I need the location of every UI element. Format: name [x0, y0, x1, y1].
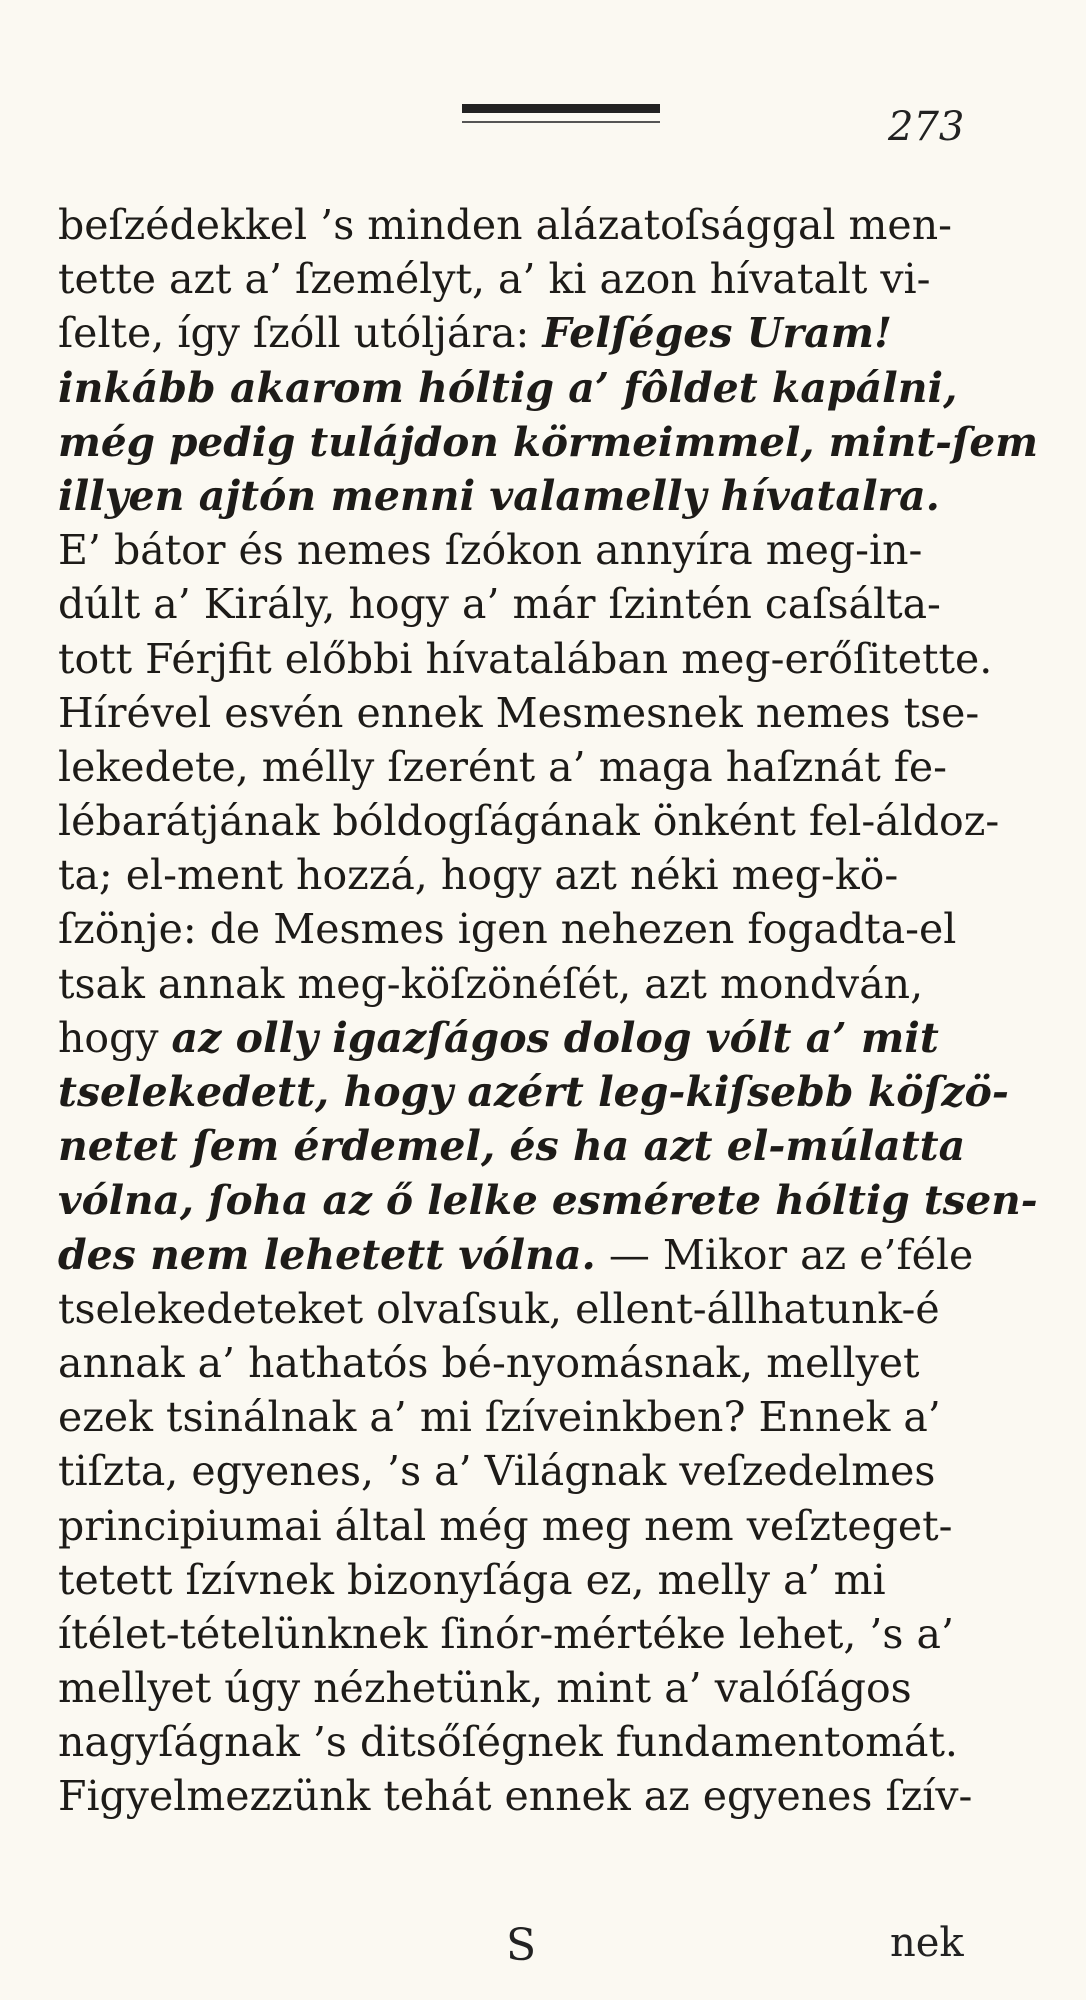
text-line — [58, 1553, 1038, 1607]
italic-text-span: inkább akarom hóltig a’ fôldet kapálni, — [58, 363, 958, 412]
text-line — [58, 252, 1038, 306]
text-line — [58, 1011, 1038, 1065]
text-span: E’ bátor és nemes ſzókon annyíra meg-in- — [58, 526, 923, 575]
text-line — [58, 1390, 1038, 1444]
text-line — [58, 632, 1038, 686]
text-line — [58, 1173, 1038, 1227]
text-line — [58, 740, 1038, 794]
text-line — [58, 1769, 1038, 1823]
text-line — [58, 1228, 1038, 1282]
italic-text-span: des nem lehetett vólna. — [58, 1230, 596, 1279]
text-span: tetett ſzívnek bizonyſága ez, melly a’ mi — [58, 1555, 886, 1604]
text-line — [58, 1499, 1038, 1553]
text-span: ta; el-ment hozzá, hogy azt néki meg-kö- — [58, 851, 899, 900]
text-line — [58, 415, 1038, 469]
text-span: mellyet úgy nézhetünk, mint a’ valóſágos — [58, 1664, 912, 1713]
text-span: lébarátjának bóldogſágának önként fel-áldoz- — [58, 797, 1000, 846]
text-line — [58, 1119, 1038, 1173]
text-span: ſelte, így ſzóll utóljára: — [58, 309, 543, 358]
italic-text-span: vólna, ſoha az ő lelke esmérete hóltig tsen- — [58, 1176, 1038, 1225]
text-line — [58, 577, 1038, 631]
text-line — [58, 1607, 1038, 1661]
text-span: ſzönje: de Mesmes igen nehezen fogadta-el — [58, 905, 957, 954]
text-span: dúlt a’ Király, hogy a’ már ſzintén caſsálta- — [58, 580, 941, 629]
text-line — [58, 902, 1038, 956]
text-span: Figyelmezzünk tehát ennek az egyenes ſzív- — [58, 1772, 973, 1821]
text-line — [58, 1444, 1038, 1498]
italic-text-span: tselekedett, hogy azért leg-kiſsebb köſzö- — [58, 1068, 1009, 1116]
text-span: nagyſágnak ’s ditsőſégnek fundamentomát. — [58, 1718, 958, 1767]
italic-text-span: Felſéges Uram! — [542, 309, 893, 358]
page-number: 273 — [888, 104, 965, 150]
text-span: tott Férjfit előbbi hívatalában meg-erőſitette. — [58, 634, 993, 683]
text-line — [58, 523, 1038, 577]
text-span: tsak annak meg-köſzönéſét, azt mondván, — [58, 959, 924, 1008]
text-span: annak a’ hathatós bé-nyomásnak, mellyet — [58, 1338, 920, 1387]
text-span: tette azt a’ ſzemélyt, a’ ki azon hívatalt vi- — [58, 255, 931, 304]
text-line — [58, 848, 1038, 902]
text-span: hogy — [58, 1013, 172, 1062]
italic-text-span: illyen ajtón menni valamelly hívatalra. — [58, 471, 940, 520]
text-span: ezek tsinálnak a’ mi ſzíveinkben? Ennek a’ — [58, 1393, 941, 1442]
text-line — [58, 1065, 1038, 1119]
text-line — [58, 198, 1038, 252]
header-thin-rule — [462, 121, 660, 123]
italic-text-span: még pedig tulájdon körmeimmel, mint-ſem — [58, 417, 1039, 466]
text-line — [58, 361, 1038, 415]
text-span: Hírével esvén ennek Mesmesnek nemes tse- — [58, 688, 980, 737]
body-text — [58, 198, 1038, 1824]
italic-text-span: netet ſem érdemel, és ha azt el-múlatta — [58, 1122, 966, 1171]
text-span: beſzédekkel ’s minden alázatoſsággal men- — [58, 201, 952, 249]
text-line — [58, 686, 1038, 740]
catchword: nek — [890, 1920, 964, 1966]
text-span: — Mikor az e’féle — [595, 1230, 974, 1279]
text-line — [58, 1336, 1038, 1390]
text-line — [58, 1715, 1038, 1769]
text-line — [58, 469, 1038, 523]
text-line — [58, 306, 1038, 360]
header-ornament-rule — [462, 104, 660, 113]
text-span: ítélet-tételünknek ſinór-mértéke lehet, ’s a’ — [58, 1609, 954, 1658]
text-line — [58, 957, 1038, 1011]
text-line — [58, 794, 1038, 848]
text-span: tiſzta, egyenes, ’s a’ Világnak veſzedelmes — [58, 1447, 936, 1496]
text-line — [58, 1282, 1038, 1336]
signature-mark: S — [506, 1920, 537, 1971]
text-span: tselekedeteket olvaſsuk, ellent-állhatunk-é — [58, 1284, 940, 1333]
text-span: principiumai által még meg nem veſzteget- — [58, 1501, 953, 1550]
text-line — [58, 1661, 1038, 1715]
italic-text-span: az olly igazſágos dolog vólt a’ mit — [171, 1013, 939, 1062]
text-span: lekedete, mélly ſzerént a’ maga haſznát fe- — [58, 742, 948, 791]
